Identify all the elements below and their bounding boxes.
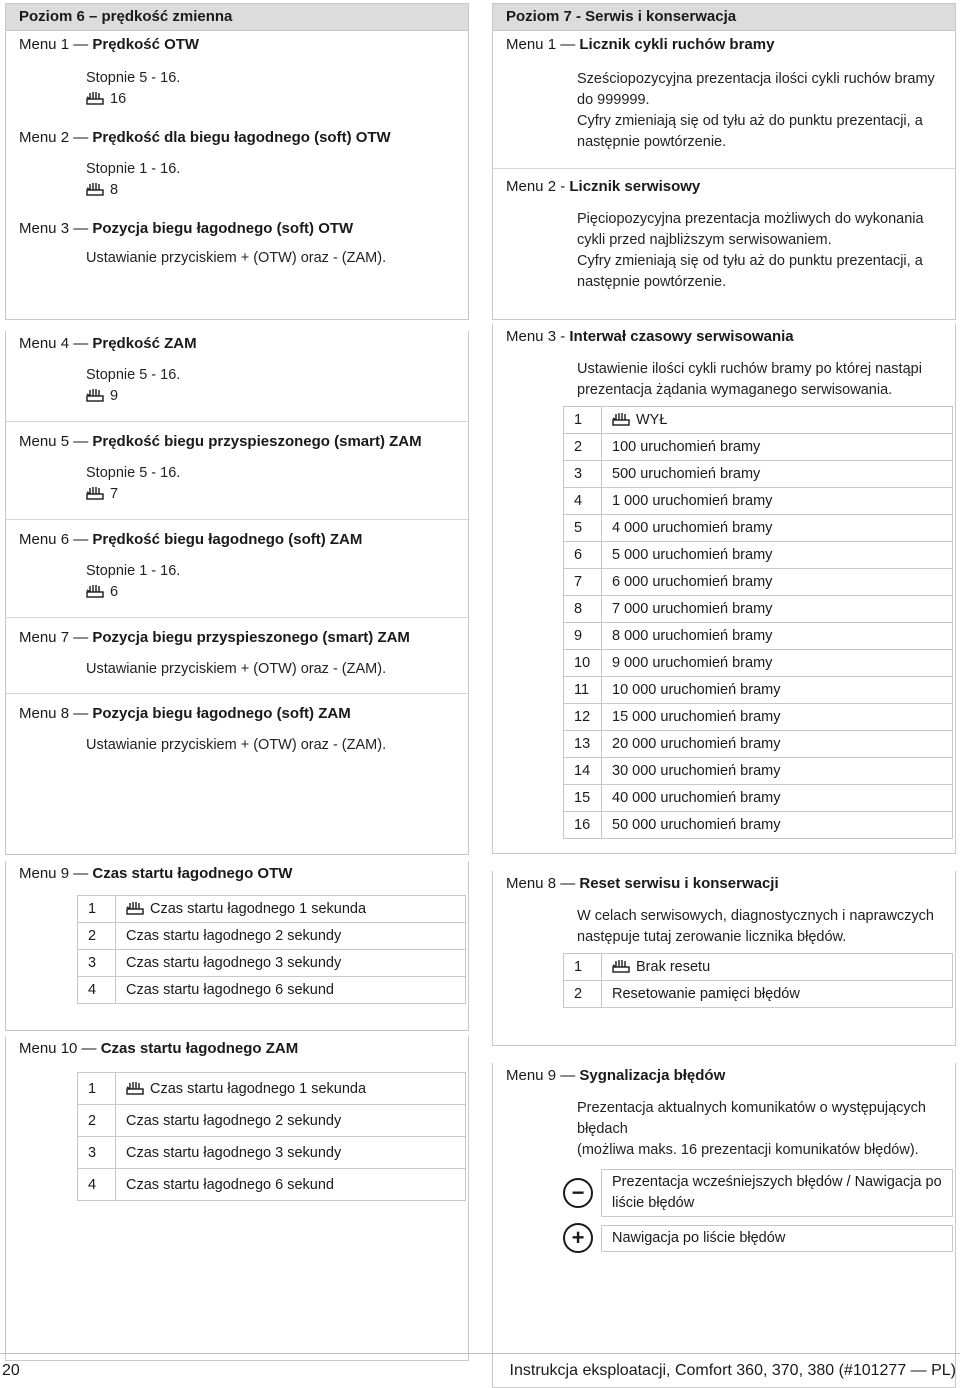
default-value: 9 [6, 386, 468, 407]
menu-title: Menu 3 — Pozycja biegu łagodnego (soft) OTW [19, 220, 354, 237]
menu-description: Stopnie 5 - 16. [86, 367, 181, 383]
menu-title: Menu 2 - Licznik serwisowy [506, 178, 701, 195]
hand-icon [86, 388, 104, 402]
table-row: 2 Czas startu łagodnego 2 sekundy [78, 1105, 466, 1137]
table-row: 4 1 000 uruchomień bramy [564, 488, 953, 515]
hand-icon [86, 91, 104, 105]
options-table [563, 406, 953, 839]
menu-title: Menu 6 — Prędkość biegu łagodnego (soft) ZAM [19, 531, 363, 548]
level7-block-d [492, 1063, 956, 1388]
default-value: 16 [6, 89, 468, 110]
level6-block-d [5, 1036, 469, 1361]
default-value: 6 [6, 582, 468, 603]
menu-description: Cyfry zmieniają się od tyłu aż do punktu prezentacji, a następnie powtórzenie. [577, 113, 923, 150]
table-row: 15 40 000 uruchomień bramy [564, 785, 953, 812]
table-row: 9 8 000 uruchomień bramy [564, 623, 953, 650]
table-row: 5 4 000 uruchomień bramy [564, 515, 953, 542]
hand-icon [86, 584, 104, 598]
page-number: 20 [2, 1362, 20, 1379]
hand-icon [612, 959, 630, 973]
menu-description: Cyfry zmieniają się od tyłu aż do punktu prezentacji, a następnie powtórzenie. [577, 253, 923, 290]
footer-divider [0, 1353, 960, 1354]
table-row: 1 WYŁ [564, 407, 953, 434]
menu-description: Stopnie 1 - 16. [86, 563, 181, 579]
menu-title: Menu 8 — Pozycja biegu łagodnego (soft) ZAM [19, 705, 351, 722]
menu-description: Prezentacja aktualnych komunikatów o występujących błędach [577, 1100, 926, 1137]
right-column [492, 3, 956, 1388]
menu-description: Sześciopozycyjna prezentacja ilości cykli ruchów bramy do 999999. [577, 71, 935, 108]
table-row: 11 10 000 uruchomień bramy [564, 677, 953, 704]
hand-icon [86, 486, 104, 500]
table-row: 6 5 000 uruchomień bramy [564, 542, 953, 569]
options-table [563, 953, 953, 1008]
hand-icon [612, 412, 630, 426]
menu-title: Menu 4 — Prędkość ZAM [19, 335, 197, 352]
default-value: 7 [6, 484, 468, 505]
plus-icon: + [563, 1223, 593, 1253]
menu-title: Menu 3 - Interwał czasowy serwisowania [506, 328, 794, 345]
table-row: 2 Czas startu łagodnego 2 sekundy [78, 923, 466, 950]
table-row: 1 Czas startu łagodnego 1 sekunda [78, 1073, 466, 1105]
menu-description: Stopnie 5 - 16. [86, 70, 181, 86]
menu-title: Menu 9 — Sygnalizacja błędów [506, 1067, 726, 1084]
menu-title: Menu 1 — Licznik cykli ruchów bramy [506, 36, 775, 53]
table-row: 4 Czas startu łagodnego 6 sekund [78, 977, 466, 1004]
level-header: Poziom 6 – prędkość zmienna [6, 4, 468, 31]
menu-description: Ustawianie przyciskiem + (OTW) oraz - (ZAM). [86, 250, 387, 266]
plus-row [563, 1223, 953, 1253]
table-row: 8 7 000 uruchomień bramy [564, 596, 953, 623]
menu-description: Ustawianie przyciskiem + (OTW) oraz - (ZAM). [86, 737, 387, 753]
default-value: 8 [6, 180, 468, 201]
options-table [77, 895, 466, 1004]
minus-description: Prezentacja wcześniejszych błędów / Nawigacja po liście błędów [601, 1169, 953, 1217]
level7-block-b [492, 324, 956, 854]
menu-description: Ustawianie przyciskiem + (OTW) oraz - (ZAM). [86, 661, 387, 677]
table-row: 3 Czas startu łagodnego 3 sekundy [78, 950, 466, 977]
table-row: 10 9 000 uruchomień bramy [564, 650, 953, 677]
footer-title: Instrukcja eksploatacji, Comfort 360, 370, 380 (#101277 — PL) [509, 1362, 956, 1379]
table-row: 13 20 000 uruchomień bramy [564, 731, 953, 758]
options-table [77, 1072, 466, 1201]
menu-description: Ustawienie ilości cykli ruchów bramy po której nastąpi prezentacja żądania wymaganego serwisowania. [577, 361, 922, 398]
table-row: 1 Czas startu łagodnego 1 sekunda [78, 896, 466, 923]
table-row: 1 Brak resetu [564, 954, 953, 981]
menu-title: Menu 8 — Reset serwisu i konserwacji [506, 875, 779, 892]
level6-block-c [5, 861, 469, 1031]
menu-title: Menu 1 — Prędkość OTW [19, 36, 200, 53]
hand-icon [126, 901, 144, 915]
minus-row [563, 1169, 953, 1217]
menu-description: Stopnie 1 - 16. [86, 161, 181, 177]
table-row: 4 Czas startu łagodnego 6 sekund [78, 1169, 466, 1201]
menu-description: Stopnie 5 - 16. [86, 465, 181, 481]
table-row: 14 30 000 uruchomień bramy [564, 758, 953, 785]
menu-title: Menu 2 — Prędkość dla biegu łagodnego (soft) OTW [19, 129, 391, 146]
menu-description: W celach serwisowych, diagnostycznych i naprawczych następuje tutaj zerowanie licznika błędów. [577, 908, 934, 945]
table-row: 7 6 000 uruchomień bramy [564, 569, 953, 596]
plus-description: Nawigacja po liście błędów [601, 1225, 953, 1252]
table-row: 16 50 000 uruchomień bramy [564, 812, 953, 839]
table-row: 2 100 uruchomień bramy [564, 434, 953, 461]
menu-title: Menu 7 — Pozycja biegu przyspieszonego (smart) ZAM [19, 629, 410, 646]
level-header: Poziom 7 - Serwis i konserwacja [493, 4, 955, 31]
menu-description: Pięciopozycyjna prezentacja możliwych do wykonania cykli przed najbliższym serwisowaniem. [577, 211, 924, 248]
menu-title: Menu 9 — Czas startu łagodnego OTW [19, 865, 293, 882]
hand-icon [126, 1081, 144, 1095]
minus-icon: − [563, 1178, 593, 1208]
table-row: 12 15 000 uruchomień bramy [564, 704, 953, 731]
level6-block-a [5, 3, 469, 320]
left-column [5, 3, 469, 1361]
menu-title: Menu 5 — Prędkość biegu przyspieszonego (smart) ZAM [19, 433, 422, 450]
level7-block-a [492, 3, 956, 320]
hand-icon [86, 182, 104, 196]
table-row: 2 Resetowanie pamięci błędów [564, 981, 953, 1008]
table-row: 3 Czas startu łagodnego 3 sekundy [78, 1137, 466, 1169]
menu-description: (możliwa maks. 16 prezentacji komunikatów błędów). [577, 1142, 919, 1158]
table-row: 3 500 uruchomień bramy [564, 461, 953, 488]
level6-block-b [5, 331, 469, 855]
level7-block-c [492, 871, 956, 1046]
menu-title: Menu 10 — Czas startu łagodnego ZAM [19, 1040, 299, 1057]
